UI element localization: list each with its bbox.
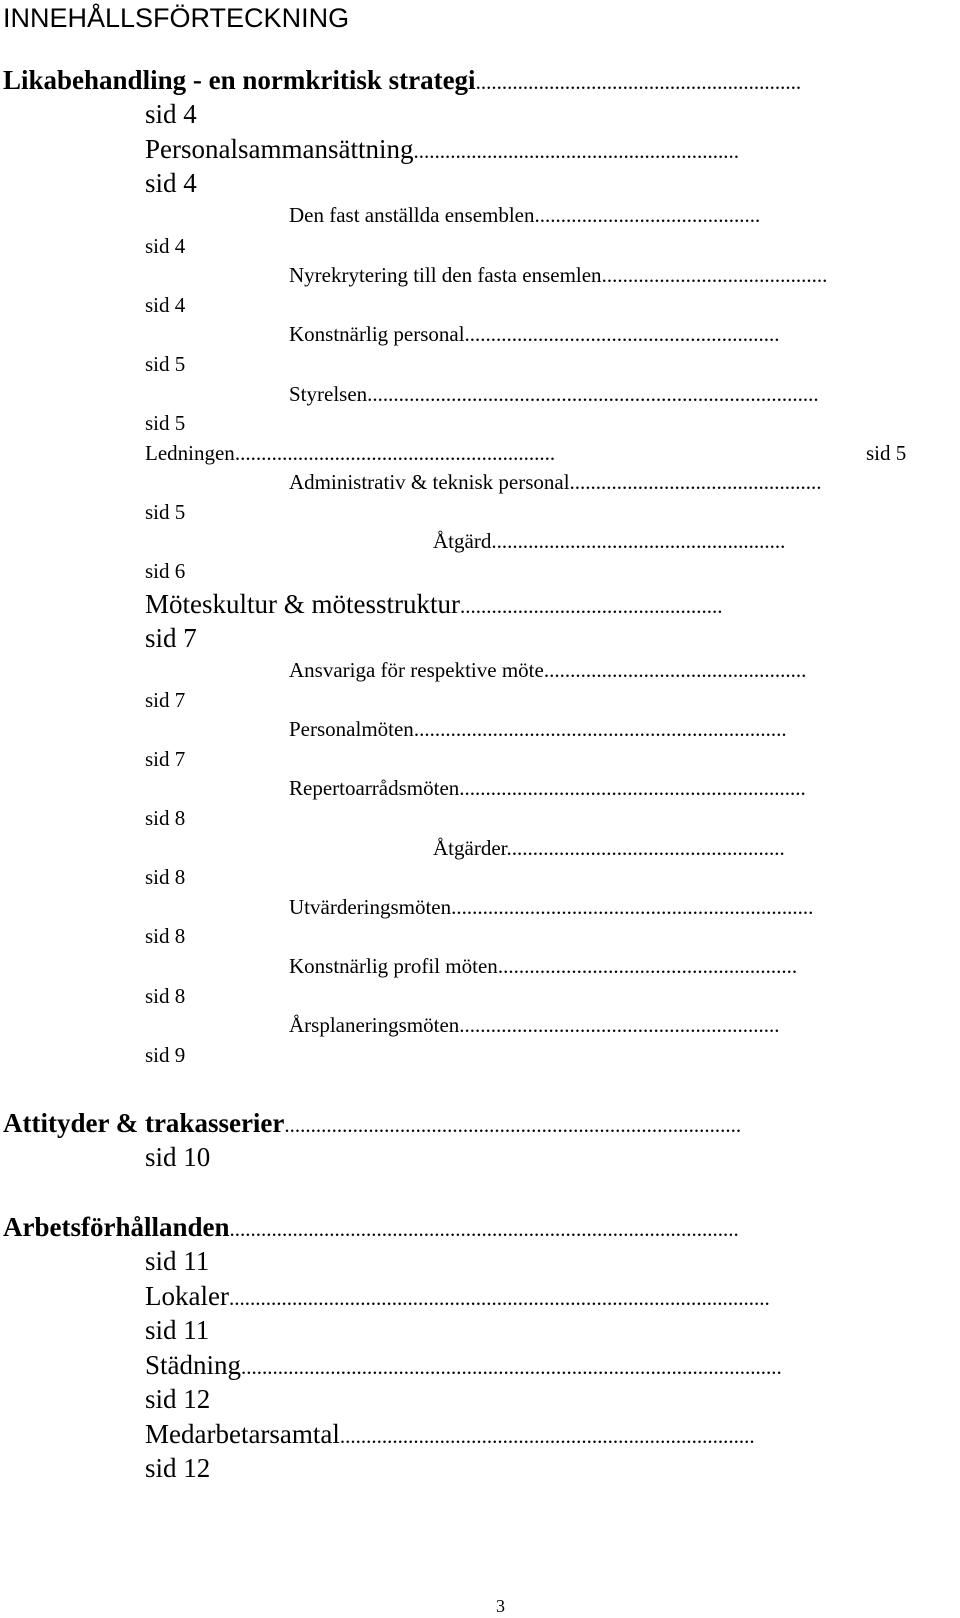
toc-entry-title: Årsplaneringsmöten............................................................. bbox=[289, 1013, 780, 1037]
leader-dots: .................................................................. bbox=[459, 776, 806, 800]
toc-entry-page: sid 4 bbox=[145, 234, 186, 258]
toc-entry-title: Konstnärlig personal............................................................ bbox=[289, 322, 780, 346]
toc-entry-title: Utvärderingsmöten..................................................................... bbox=[289, 895, 814, 919]
toc-entry-page: sid 7 bbox=[145, 688, 186, 712]
toc-entry-page: sid 7 bbox=[145, 747, 186, 771]
leader-dots: .................................................. bbox=[459, 594, 723, 618]
leader-dots: ....................................................................................................... bbox=[241, 1355, 782, 1379]
toc-entry-page: sid 8 bbox=[145, 984, 186, 1008]
toc-entry-title: Personalsammansättning.............................................................. bbox=[145, 134, 739, 164]
toc-entry-page: sid 7 bbox=[145, 623, 197, 653]
toc-entry-page: sid 10 bbox=[145, 1142, 211, 1172]
toc-entry-page: sid 5 bbox=[145, 411, 186, 435]
leader-dots: ....................................................................... bbox=[413, 717, 787, 741]
toc-entry-page: sid 12 bbox=[145, 1453, 211, 1483]
toc-entry-page: sid 4 bbox=[145, 99, 197, 129]
toc-entry-page: sid 11 bbox=[145, 1315, 210, 1345]
toc-entry-page: sid 5 bbox=[145, 500, 186, 524]
toc-entry-title: Medarbetarsamtal............................................................................... bbox=[145, 1419, 755, 1449]
toc-entry-title: Nyrekrytering till den fasta ensemlen........................................... bbox=[289, 263, 828, 287]
toc-entry-title: Repertoarrådsmöten.................................................................. bbox=[289, 776, 806, 800]
leader-dots: ................................................ bbox=[569, 470, 822, 494]
leader-dots: .................................................. bbox=[543, 658, 807, 682]
toc-entry-title: Städning....................................................................................................... bbox=[145, 1350, 782, 1380]
toc-entry-title: Ansvariga för respektive möte.................................................. bbox=[289, 658, 807, 682]
leader-dots: ........................................... bbox=[534, 203, 761, 227]
leader-dots: .............................................................. bbox=[413, 139, 739, 163]
toc-entry-title: Möteskultur & mötesstruktur.................................................. bbox=[145, 589, 723, 619]
toc-heading: INNEHÅLLSFÖRTECKNING bbox=[3, 3, 350, 33]
page-number: 3 bbox=[496, 1596, 505, 1616]
leader-dots: ............................................................ bbox=[464, 322, 780, 346]
toc-entry-page: sid 6 bbox=[145, 559, 186, 583]
leader-dots: ........................................................ bbox=[491, 529, 786, 553]
toc-entry-page: sid 9 bbox=[145, 1043, 186, 1067]
toc-entry-title: Åtgärder..................................................... bbox=[433, 836, 785, 860]
toc-entry-title: Styrelsen...................................................................................... bbox=[289, 382, 819, 406]
toc-entry-title: Ledningen............................................................. bbox=[145, 441, 556, 465]
leader-dots: ...................................................................................... bbox=[367, 382, 819, 406]
toc-entry-title: Arbetsförhållanden................................................................................................. bbox=[3, 1212, 739, 1242]
leader-dots: ......................................................... bbox=[497, 954, 798, 978]
toc-entry-page: sid 8 bbox=[145, 865, 186, 889]
toc-entry-page: sid 8 bbox=[145, 806, 186, 830]
leader-dots: ..................................................... bbox=[506, 836, 785, 860]
toc-entry-page: sid 4 bbox=[145, 168, 197, 198]
toc-entry-title: Administrativ & teknisk personal................................................ bbox=[289, 470, 822, 494]
toc-entry-page: sid 5 bbox=[145, 352, 186, 376]
toc-entry-title: Åtgärd........................................................ bbox=[433, 529, 786, 553]
leader-dots: .............................................................. bbox=[475, 70, 802, 94]
toc-entry-title: Den fast anställda ensemblen........................................... bbox=[289, 203, 761, 227]
leader-dots: ........................................... bbox=[601, 263, 828, 287]
toc-entry-title: Attityder & trakasserier....................................................................................... bbox=[3, 1108, 742, 1138]
leader-dots: ............................................................. bbox=[234, 441, 556, 465]
leader-dots: ................................................................................................. bbox=[229, 1217, 739, 1241]
toc-entry-page: sid 12 bbox=[145, 1384, 211, 1414]
leader-dots: ....................................................................................... bbox=[284, 1113, 742, 1137]
toc-entry-page: sid 5 bbox=[866, 441, 907, 465]
toc-entry-title: Likabehandling - en normkritisk strategi.............................................................. bbox=[3, 65, 802, 95]
toc-entry-title: Personalmöten....................................................................... bbox=[289, 717, 787, 741]
leader-dots: ....................................................................................................... bbox=[228, 1286, 770, 1310]
toc-entry-page: sid 8 bbox=[145, 924, 186, 948]
toc-entry-title: Lokaler....................................................................................................... bbox=[145, 1281, 770, 1311]
leader-dots: ............................................................................... bbox=[339, 1424, 755, 1448]
leader-dots: ..................................................................... bbox=[451, 895, 814, 919]
toc-entry-page: sid 4 bbox=[145, 293, 186, 317]
toc-entry-page: sid 11 bbox=[145, 1246, 210, 1276]
leader-dots: ............................................................. bbox=[459, 1013, 780, 1037]
toc-entry-title: Konstnärlig profil möten......................................................... bbox=[289, 954, 798, 978]
